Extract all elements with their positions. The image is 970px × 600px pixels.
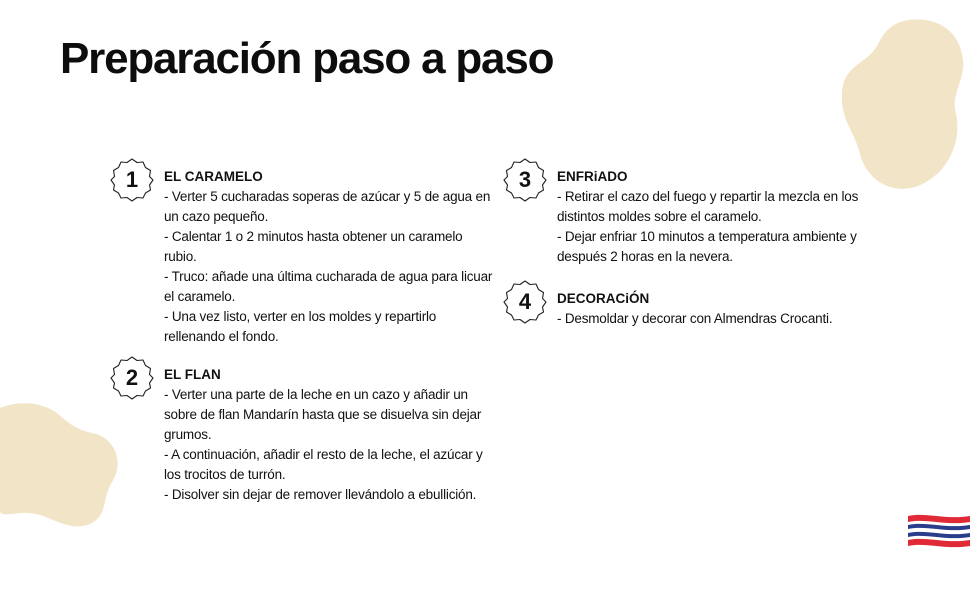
step-instructions: - Verter una parte de la leche en un cazo y añadir un sobre de flan Mandarín hasta que se disuelva sin dejar grumos. - A continuación, añadir el resto de la leche, el azúcar y los trocitos de turrón. - Disolver sin dejar de remover llevándolo a ebullición.	[164, 387, 483, 502]
step-number: 4	[518, 289, 532, 314]
step-title: EL FLAN	[164, 367, 221, 382]
step-number-badge	[109, 355, 155, 401]
step-title: ENFRiADO	[557, 169, 628, 184]
step-instructions: - Verter 5 cucharadas soperas de azúcar y 5 de agua en un cazo pequeño. - Calentar 1 o 2 minutos hasta obtener un caramelo rubio. - Truco: añade una última cucharada de agua para licuar el caramelo. - Una vez listo, verter en los moldes y repartirlo rellenando el fondo.	[164, 189, 493, 344]
step-number-badge	[502, 157, 548, 203]
step-instructions: - Retirar el cazo del fuego y repartir la mezcla en los distintos moldes sobre el caramelo. - Dejar enfriar 10 minutos a temperatura ambiente y después 2 horas en la nevera.	[557, 189, 859, 264]
ribbon-flag-icon	[906, 512, 970, 550]
step-number: 2	[125, 365, 139, 390]
step-title: DECORACiÓN	[557, 291, 650, 306]
step-number: 3	[518, 167, 532, 192]
step-number-badge	[109, 157, 155, 203]
step-instructions: - Desmoldar y decorar con Almendras Crocanti.	[557, 311, 833, 326]
step-number: 1	[125, 167, 139, 192]
step-number-badge	[502, 279, 548, 325]
step-title: EL CARAMELO	[164, 169, 263, 184]
decorative-blob-top-right	[838, 18, 970, 190]
decorative-blob-bottom-left	[0, 400, 122, 530]
page-title: Preparación paso a paso	[60, 34, 554, 83]
